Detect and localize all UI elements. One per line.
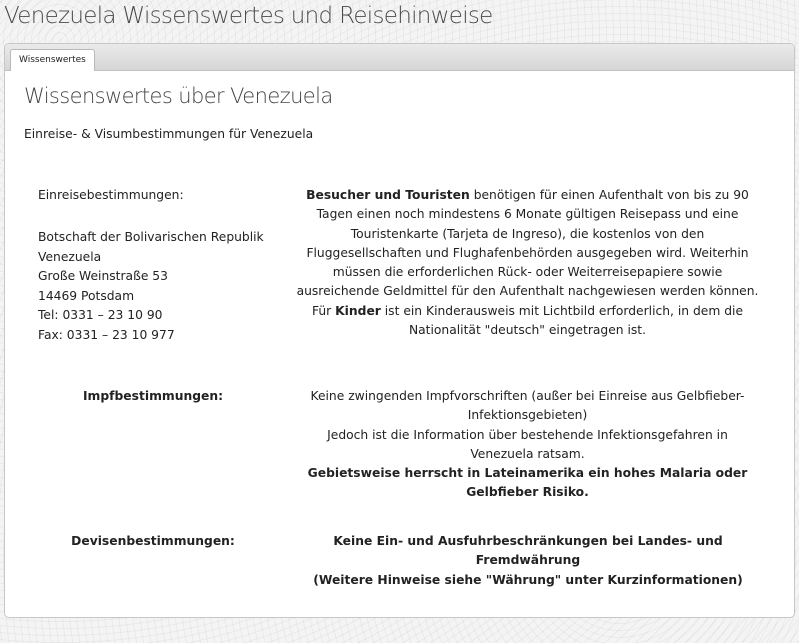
children-text: ist ein Kinderausweis mit Lichtbild erforderlich, in dem die Nationalität "deutsch" eingetragen ist. xyxy=(380,303,744,338)
section-subtitle: Einreise- & Visumbestimmungen für Venezuela xyxy=(24,127,314,141)
vaccination-text-1: Keine zwingenden Impfvorschriften (außer bei Einreise aus Gelbfieber-Infektionsgebieten) xyxy=(310,389,745,423)
children-bold: Kinder xyxy=(335,303,381,318)
visitors-text: benötigen für einen Aufenthalt von bis zu 90 Tagen einen noch mindestens 6 Monate gültigen Reisepass und eine Touristenkarte (Tarjeta de Ingreso), die kostenlos von den Fluggesellschaften und Flughafenbehörden ausgegeben wird. Weiterhin müssen die erforderlichen Rück- oder Weiterreisepapiere sowie ausreichende Geldmittel für den Aufenthalt nachgewiesen werden können. xyxy=(296,188,759,299)
vaccination-text xyxy=(295,387,760,503)
currency-text xyxy=(313,532,743,590)
vaccination-text-3: Gebietsweise herrscht in Lateinamerika ein hohes Malaria oder Gelbfieber Risiko. xyxy=(307,466,748,500)
tab-bar xyxy=(5,44,794,71)
embassy-street: Große Weinstraße 53 xyxy=(38,269,168,283)
embassy-city: 14469 Potsdam xyxy=(38,288,135,303)
currency-label: Devisenbestimmungen: xyxy=(71,534,235,548)
embassy-name-line2: Venezuela xyxy=(38,249,102,264)
entry-label: Einreisebestimmungen: xyxy=(38,188,184,202)
currency-text-1: Keine Ein- und Ausfuhrbeschränkungen bei Landes- und Fremdwährung xyxy=(333,534,723,568)
vaccination-label: Impfbestimmungen: xyxy=(82,389,224,403)
section-title: Wissenswertes über Venezuela xyxy=(24,84,333,108)
children-prefix: Für xyxy=(311,303,336,318)
embassy-address xyxy=(38,228,264,345)
embassy-tel: Tel: 0331 – 23 10 90 xyxy=(38,308,163,322)
tab-wissenswertes[interactable]: Wissenswertes xyxy=(10,49,95,71)
entry-text xyxy=(295,186,760,340)
visitors-bold: Besucher und Touristen xyxy=(306,188,470,202)
vaccination-text-2: Jedoch ist die Information über bestehende Infektionsgefahren in Venezuela ratsam. xyxy=(327,427,728,461)
embassy-name-line1: Botschaft der Bolivarischen Republik xyxy=(38,230,264,244)
currency-text-2: (Weitere Hinweise siehe "Währung" unter Kurzinformationen) xyxy=(313,572,743,587)
embassy-fax: Fax: 0331 – 23 10 977 xyxy=(38,327,175,342)
content-panel xyxy=(4,43,795,618)
page-title: Venezuela Wissenswertes und Reisehinweise xyxy=(4,3,493,29)
